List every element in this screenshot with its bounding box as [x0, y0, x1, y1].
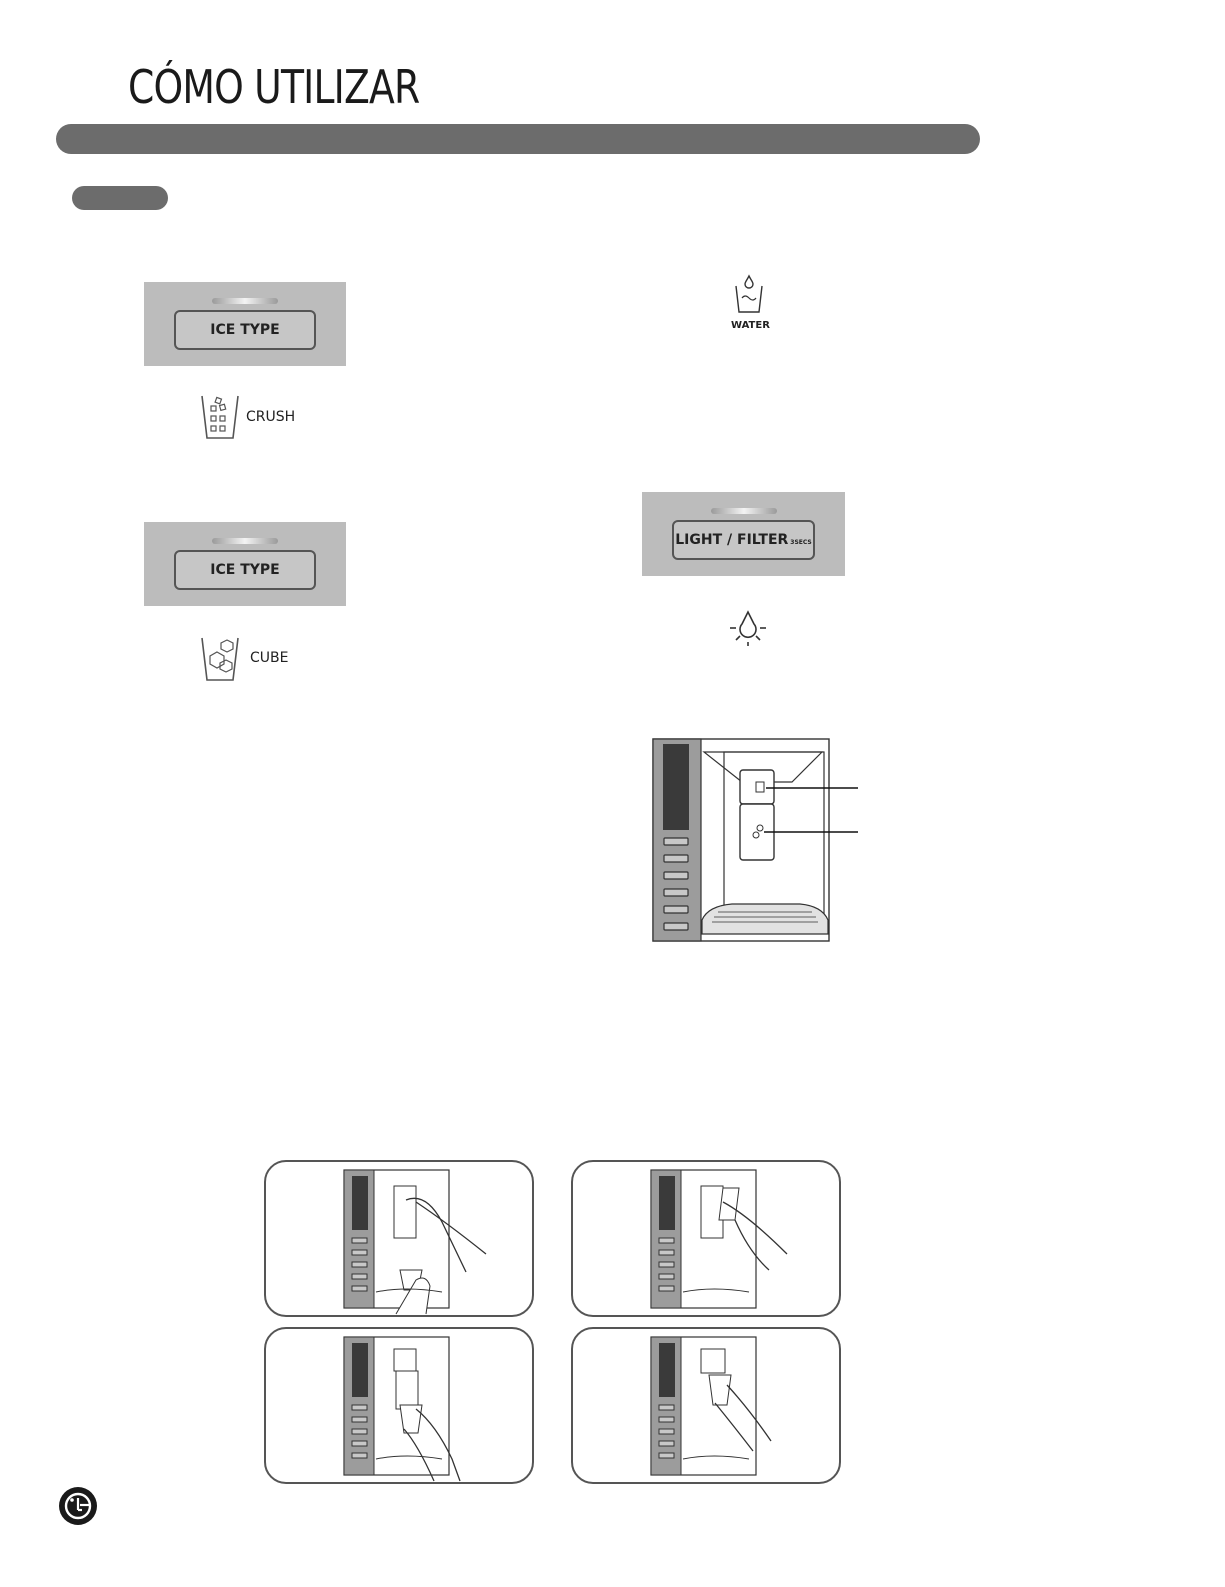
indicator-light: [711, 508, 777, 514]
usage-illustration-3: [264, 1327, 534, 1484]
cube-label: CUBE: [250, 650, 289, 666]
hand-pressing-water-paddle-illustration: [266, 1162, 532, 1315]
usage-illustration-2: [571, 1160, 841, 1317]
subsection-tab: [72, 186, 168, 210]
indicator-light: [212, 298, 278, 304]
ice-type-button[interactable]: ICE TYPE: [174, 550, 316, 590]
light-filter-label: LIGHT / FILTER: [675, 532, 789, 548]
section-header-bar: [56, 124, 980, 154]
indicator-light: [212, 538, 278, 544]
crush-label: CRUSH: [246, 409, 296, 425]
ice-type-button[interactable]: ICE TYPE: [174, 310, 316, 350]
usage-illustration-1: [264, 1160, 534, 1317]
water-glass-icon: [732, 274, 766, 316]
crushed-ice-icon: [198, 392, 242, 442]
light-bulb-icon: [728, 608, 768, 648]
ice-type-panel-top: [144, 282, 346, 366]
hand-holding-glass-illustration: [573, 1162, 839, 1315]
light-filter-panel: [642, 492, 845, 576]
usage-illustration-4: [571, 1327, 841, 1484]
water-label: WATER: [731, 320, 770, 331]
ice-type-panel-bottom: [144, 522, 346, 606]
page-title: CÓMO UTILIZAR: [128, 60, 420, 114]
ice-cube-icon: [198, 634, 242, 684]
dispenser-diagram: [652, 738, 862, 944]
glass-pressing-ice-paddle-illustration: [266, 1329, 532, 1482]
light-filter-button[interactable]: [672, 520, 815, 560]
lg-logo: [58, 1486, 98, 1526]
light-filter-hold-label: 3SECS: [790, 538, 812, 546]
glass-under-ice-paddle-illustration: [573, 1329, 839, 1482]
